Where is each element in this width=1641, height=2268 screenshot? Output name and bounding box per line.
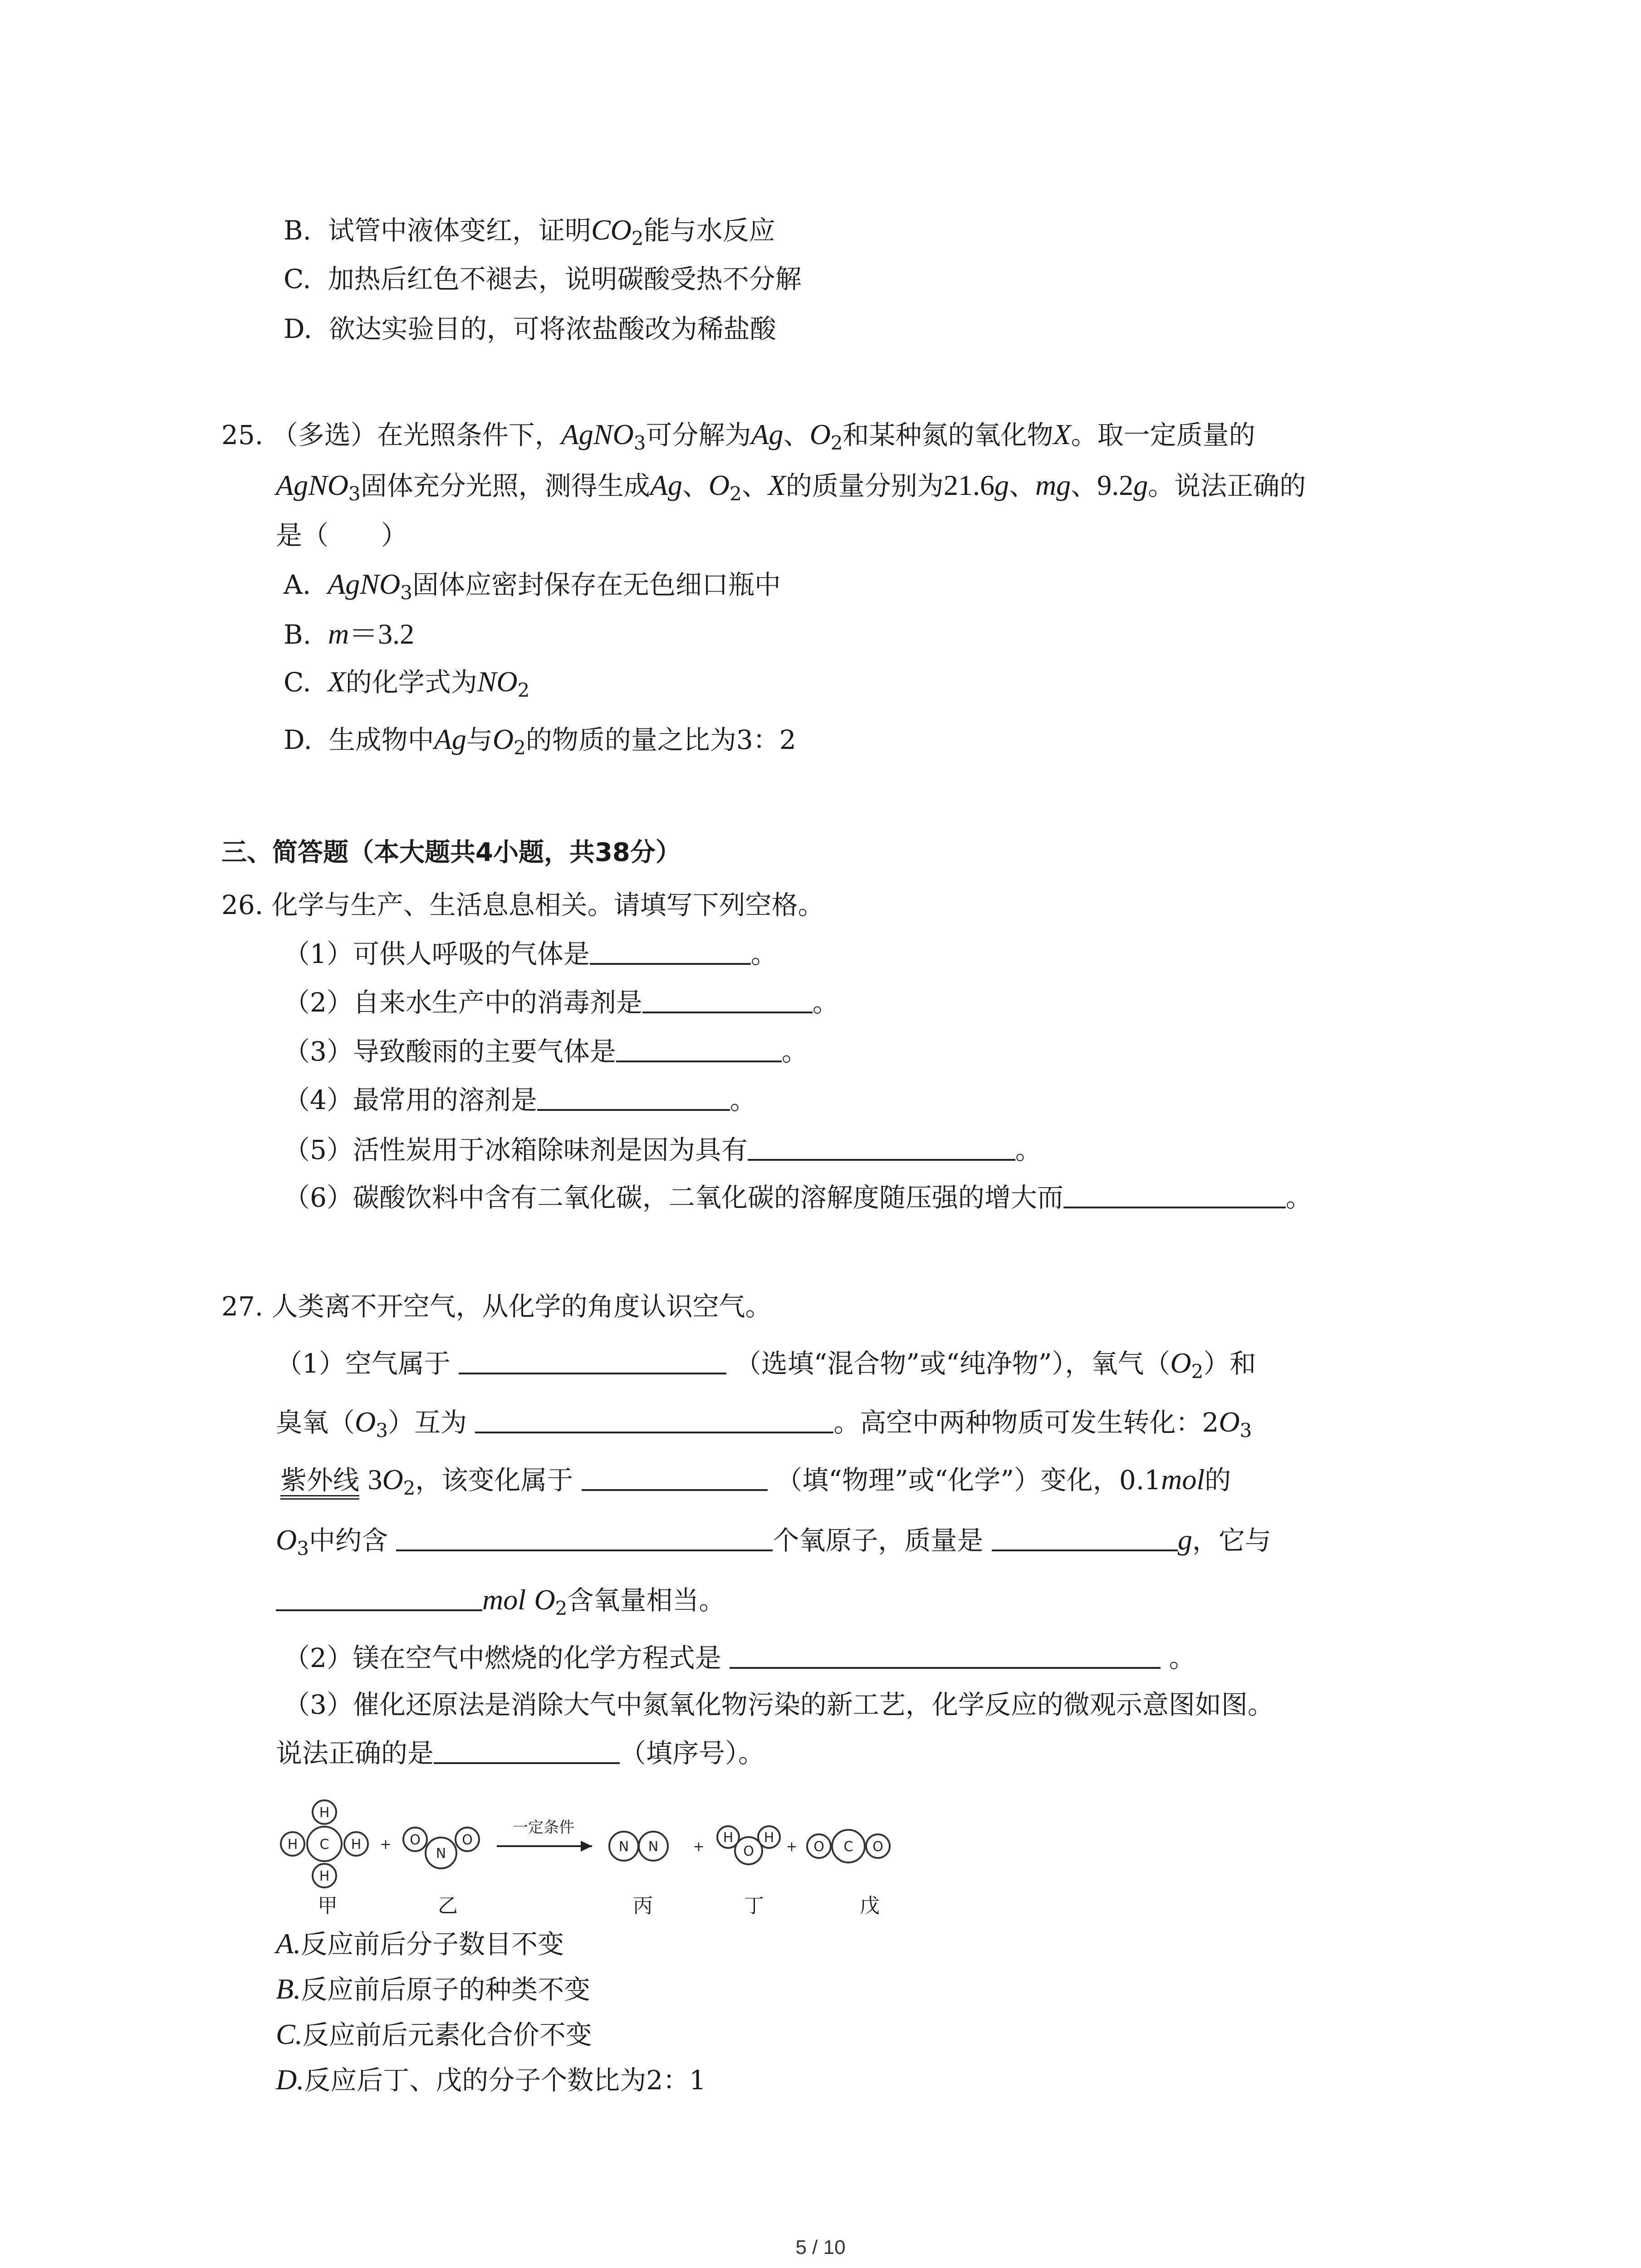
q26-item-2: （2）自来水生产中的消毒剂是 。 xyxy=(284,987,839,1018)
q27-option-c: C.反应前后元素化合价不变 xyxy=(276,2018,592,2050)
atom-label: H xyxy=(723,1830,734,1846)
atom-label: O xyxy=(872,1839,883,1855)
q25-option-c: C. X的化学式为$NO_2$ xyxy=(284,665,530,701)
label-wu: 戊 xyxy=(860,1894,880,1917)
answer-blank[interactable] xyxy=(434,1737,620,1764)
q25-option-b: B. m＝3.2 xyxy=(284,618,415,650)
q26-item-4: （4）最常用的溶剂是 。 xyxy=(284,1085,756,1115)
answer-blank[interactable] xyxy=(276,1584,482,1611)
nitrogen-dioxide-molecule xyxy=(403,1828,479,1868)
reaction-arrow xyxy=(497,1818,592,1852)
answer-blank[interactable] xyxy=(459,1347,726,1374)
q24-option-b: B. 试管中液体变红，证明$CO_2$能与水反应 xyxy=(284,214,775,249)
q24-option-c: C. 加热后红色不褪去，说明碳酸受热不分解 xyxy=(284,264,802,294)
answer-blank[interactable] xyxy=(642,986,813,1013)
q27-part1-line4: $O_3$中约含 个氧原子，质量是 g，它与 xyxy=(276,1524,1271,1559)
q27-part1-line1: （1）空气属于 （选填“混合物”或“纯净物”），氧气$(O_2)$和 xyxy=(276,1347,1256,1383)
answer-blank[interactable] xyxy=(537,1084,730,1111)
atom-label: H xyxy=(319,1805,330,1821)
q25-option-a: A. AgNO$_3$固体应密封保存在无色细口瓶中 xyxy=(284,568,781,604)
q27-stem: 27. 人类离不开空气，从化学的角度认识空气。 xyxy=(221,1291,772,1322)
q27-part1-line3: 紫外线 $3O_2$，该变化属于 （填“物理”或“化学”）变化，0.1mol的 xyxy=(280,1463,1231,1499)
atom-label: O xyxy=(813,1839,824,1855)
answer-blank[interactable] xyxy=(748,1134,1015,1161)
q26-item-5: （5）活性炭用于冰箱除味剂是因为具有 。 xyxy=(284,1134,1042,1165)
answer-blank[interactable] xyxy=(590,938,751,965)
q26-item-3: （3）导致酸雨的主要气体是 。 xyxy=(284,1036,808,1067)
atom-label: N xyxy=(648,1839,659,1855)
reaction-arrow-condition: 紫外线 xyxy=(280,1466,359,1500)
label-yi: 乙 xyxy=(438,1894,458,1917)
atom-label: H xyxy=(319,1868,330,1884)
atom-label: O xyxy=(410,1832,421,1848)
plus-sign: + xyxy=(693,1839,705,1855)
label-ding: 丁 xyxy=(744,1894,764,1917)
q25-stem-line1: 25. （多选）在光照条件下，AgNO$_3$可分解为Ag、$O_2$和某种氮的氧化物X。取一定质量的 xyxy=(221,418,1255,454)
answer-blank[interactable] xyxy=(475,1406,833,1433)
atom-label: C xyxy=(843,1839,853,1855)
atom-label: N xyxy=(618,1839,629,1855)
q27-option-a: A.反应前后分子数目不变 xyxy=(276,1927,564,1960)
atom-label: H xyxy=(764,1830,774,1846)
label-bing: 丙 xyxy=(633,1894,653,1917)
atom-label: H xyxy=(351,1837,362,1853)
q26-item-1: （1）可供人呼吸的气体是 。 xyxy=(284,938,777,969)
q27-part3-line2: 说法正确的是 （填序号）。 xyxy=(276,1738,765,1769)
plus-sign: + xyxy=(786,1839,798,1855)
water-molecule xyxy=(717,1826,780,1864)
atom-label: O xyxy=(743,1843,754,1859)
atom-label: C xyxy=(319,1837,329,1853)
answer-blank[interactable] xyxy=(582,1464,768,1491)
answer-blank[interactable] xyxy=(616,1035,782,1062)
q25-option-d: D. 生成物中Ag与$O_2$的物质的量之比为3：2 xyxy=(284,723,796,759)
atom-label: O xyxy=(462,1832,473,1848)
nitrogen-molecule xyxy=(609,1832,668,1861)
q27-part1-line5: mol $O_2$含氧量相当。 xyxy=(276,1582,725,1618)
label-jia: 甲 xyxy=(318,1894,338,1917)
q27-part1-line2: 臭氧$(O_3)$互为 。高空中两种物质可发生转化：$2O_3$ xyxy=(276,1406,1252,1442)
q24-option-d: D. 欲达实验目的，可将浓盐酸改为稀盐酸 xyxy=(284,313,776,344)
plus-sign: + xyxy=(380,1837,392,1853)
arrow-condition: 一定条件 xyxy=(513,1818,574,1837)
answer-blank[interactable] xyxy=(1063,1181,1286,1208)
q27-option-b: B.反应前后原子的种类不变 xyxy=(276,1973,591,2005)
answer-blank[interactable] xyxy=(396,1524,773,1551)
reaction-micro-diagram xyxy=(277,1778,935,1923)
q27-part2: （2）镁在空气中燃烧的化学方程式是 。 xyxy=(284,1642,1195,1673)
q26-item-6: （6）碳酸饮料中含有二氧化碳，二氧化碳的溶解度随压强的增大而 。 xyxy=(284,1182,1312,1213)
atom-label: N xyxy=(436,1846,446,1862)
carbon-dioxide-molecule xyxy=(807,1830,890,1862)
section-heading: 三、简答题（本大题共4小题，共38分） xyxy=(221,838,681,867)
q26-stem: 26. 化学与生产、生活息息相关。请填写下列空格。 xyxy=(221,890,824,920)
methane-molecule xyxy=(281,1800,368,1887)
page-number: 5 / 10 xyxy=(795,2236,846,2258)
atom-label: H xyxy=(287,1837,298,1853)
answer-blank[interactable] xyxy=(730,1642,1161,1669)
q25-stem-line2: AgNO$_3$固体充分光照，测得生成Ag、$O_2$、X的质量分别为21.6g、mg、9.2g。说法正确的 xyxy=(276,469,1306,505)
q25-stem-line3: 是（ ） xyxy=(276,520,408,551)
q27-option-d: D.反应后丁、戊的分子个数比为2：1 xyxy=(276,2063,706,2096)
q27-part3: （3）催化还原法是消除大气中氮氧化物污染的新工艺，化学反应的微观示意图如图。 xyxy=(284,1689,1274,1720)
answer-blank[interactable] xyxy=(992,1524,1178,1551)
